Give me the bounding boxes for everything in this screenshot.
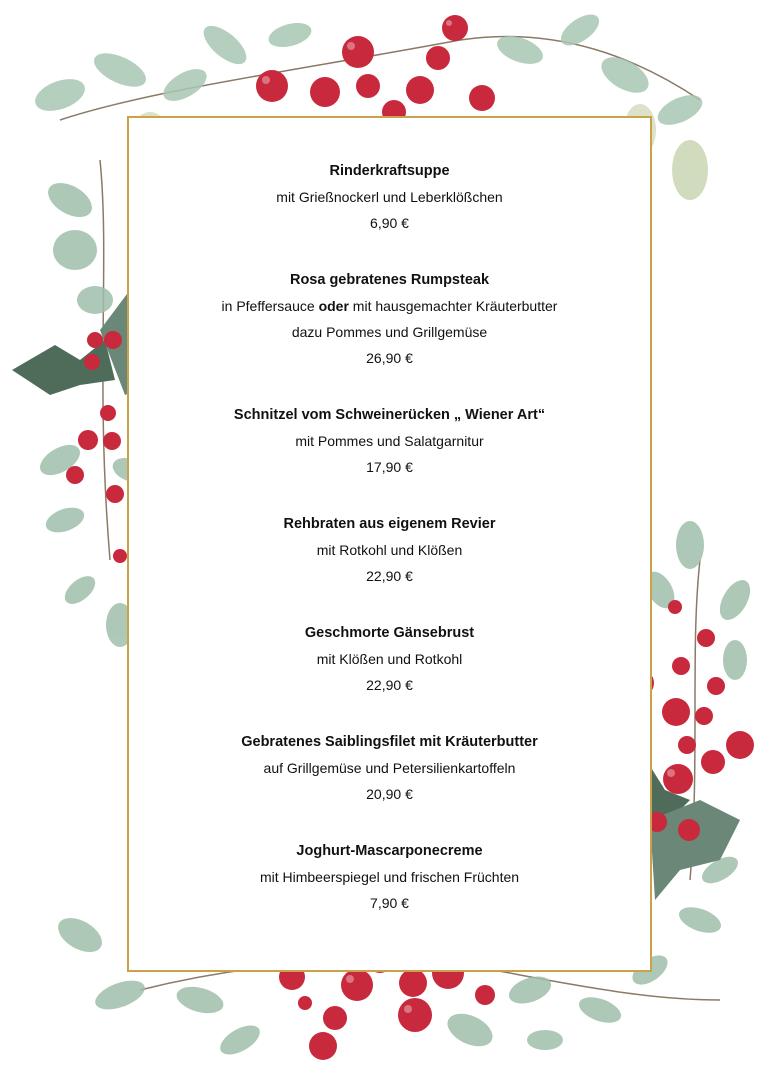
dish-description: mit Rotkohl und Klößen — [316, 542, 463, 558]
dish-price: 22,90 € — [366, 568, 413, 584]
dish-title: Rosa gebratenes Rumpsteak — [289, 272, 490, 288]
dish-description: mit Grießnockerl und Leberklößchen — [276, 189, 503, 205]
desc-emphasis: oder — [318, 298, 349, 314]
menu-item — [129, 838, 650, 916]
desc-text: in Pfeffersauce — [221, 298, 319, 314]
dish-price: 7,90 € — [370, 895, 409, 911]
dish-price: 20,90 € — [366, 786, 413, 802]
menu-item — [129, 402, 650, 480]
dish-title: Rehbraten aus eigenem Revier — [283, 516, 496, 532]
dish-price: 17,90 € — [366, 459, 413, 475]
menu-item — [129, 729, 650, 807]
dish-price: 6,90 € — [370, 215, 409, 231]
dish-title: Rinderkraftsuppe — [329, 163, 450, 179]
dish-description: dazu Pommes und Grillgemüse — [291, 324, 488, 340]
dish-description: auf Grillgemüse und Petersilienkartoffeln — [263, 760, 516, 776]
desc-text: mit hausgemachter Kräuterbutter — [348, 298, 558, 314]
dish-title: Geschmorte Gänsebrust — [304, 625, 475, 641]
menu-item — [129, 267, 650, 371]
dish-price: 26,90 € — [366, 350, 413, 366]
dish-description: mit Pommes und Salatgarnitur — [295, 433, 484, 449]
dish-price: 22,90 € — [366, 677, 413, 693]
menu-list — [129, 158, 650, 947]
menu-item — [129, 158, 650, 236]
dish-description: mit Klößen und Rotkohl — [316, 651, 463, 667]
dish-description — [129, 293, 650, 319]
menu-item — [129, 620, 650, 698]
dish-description: mit Himbeerspiegel und frischen Früchten — [259, 869, 520, 885]
dish-title: Schnitzel vom Schweinerücken „ Wiener Art“ — [233, 407, 546, 423]
dish-title: Joghurt-Mascarponecreme — [296, 843, 483, 859]
dish-title: Gebratenes Saiblingsfilet mit Kräuterbutter — [241, 734, 538, 750]
menu-item — [129, 511, 650, 589]
